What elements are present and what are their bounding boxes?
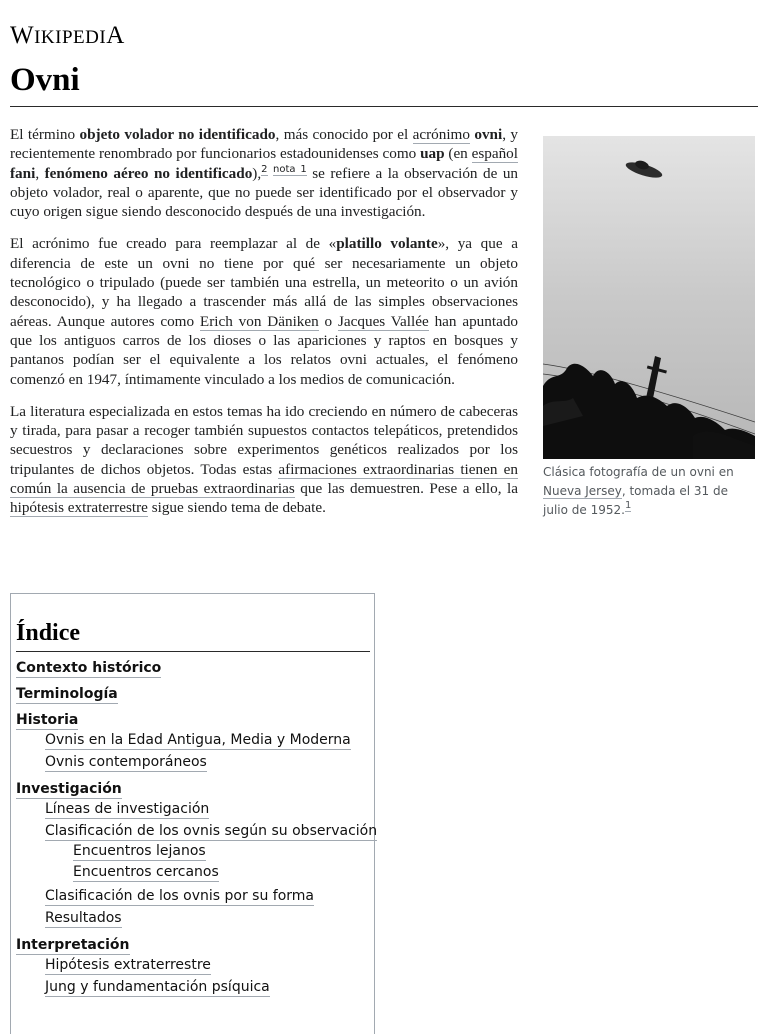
toc-item-resultados[interactable]: Resultados (45, 910, 122, 926)
toc-item-hipotesis-extraterrestre[interactable]: Hipótesis extraterrestre (45, 957, 211, 973)
toc-item-jung[interactable]: Jung y fundamentación psíquica (45, 979, 270, 995)
note-link[interactable]: nota 1 (273, 163, 307, 175)
caption-text: Clásica fotografía de un ovni en (543, 465, 734, 479)
toc-item-clasificacion-forma[interactable]: Clasificación de los ovnis por su forma (45, 888, 315, 904)
wordmark-last-letter: A (106, 22, 125, 49)
link-afirmaciones-extraordinarias[interactable]: afirmaciones extraordinarias tienen en común la ausencia de pruebas extraordinarias (10, 460, 518, 498)
paragraph-1 (10, 125, 518, 221)
toc-item-encuentros-cercanos[interactable]: Encuentros cercanos (73, 864, 219, 880)
text: La literatura especializada en estos temas ha ido creciendo en número de cabeceras y tirada, para pasar a recoger también supuestos contactos telepáticos, pretendidos secuestros y declaraciones sobre experimentos genéticos realizados por los tripulantes de dichos objetos. Todas estas (10, 402, 518, 478)
reference-2 (261, 164, 267, 176)
link-jacques-vallee[interactable]: Jacques Vallée (337, 312, 429, 330)
text: , y recientemente renombrado por funcionarios estadounidenses como (10, 126, 518, 163)
toc-item-ovnis-contemporaneos[interactable]: Ovnis contemporáneos (45, 754, 207, 770)
bold-term: platillo volante (336, 235, 438, 253)
paragraph-3 (10, 402, 518, 518)
toc-item-ovnis-edad-antigua[interactable]: Ovnis en la Edad Antigua, Media y Moderna (45, 732, 351, 748)
text: El acrónimo fue creado para reemplazar al de « (10, 235, 337, 253)
bold-term: fani (10, 164, 36, 182)
link-espanol[interactable]: español (471, 145, 518, 163)
reference-link[interactable]: 2 (261, 163, 268, 175)
bold-term: fenómeno aéreo no identificado (44, 164, 253, 182)
link-hipotesis-extraterrestre[interactable]: hipótesis extraterrestre (10, 499, 148, 517)
toc-item-historia[interactable]: Historia (16, 712, 79, 728)
toc-item-interpretacion[interactable]: Interpretación (16, 937, 130, 953)
toc-item-investigacion[interactable]: Investigación (16, 781, 122, 797)
title-divider (10, 106, 758, 107)
bold-term: objeto volador no identificado (79, 126, 276, 143)
caption-text: , tomada el 31 de julio de 1952. (543, 484, 728, 517)
article-body (10, 125, 518, 531)
text: se refiere a la observación de un objeto volador, real o aparente, que no puede ser identificado por el observador y cuyo origen sigue siendo desconocido después de una investigación. (10, 164, 519, 221)
paragraph-2 (10, 234, 518, 388)
wikipedia-wordmark[interactable] (10, 22, 125, 50)
toc-item-contexto-historico[interactable]: Contexto histórico (16, 660, 162, 676)
text: , más conocido por el (275, 126, 413, 143)
page-title: Ovni (10, 62, 80, 98)
text: », ya que a diferencia de este un ovni no tiene por qué ser necesariamente un objeto tecnológico o tripulado (puede ser también una estrella, un meteorito o un avión desconocido), y ha llegado a trascender más allá de las simples observaciones aéreas. Aunque autores como (10, 235, 518, 330)
toc-item-encuentros-lejanos[interactable]: Encuentros lejanos (73, 843, 206, 859)
toc-item-clasificacion-observacion[interactable]: Clasificación de los ovnis según su observación (45, 823, 378, 839)
link-erich-von-daniken[interactable]: Erich von Däniken (199, 312, 319, 330)
toc-item-lineas-investigacion[interactable]: Líneas de investigación (45, 801, 210, 817)
toc-title: Índice (16, 620, 81, 646)
reference-link[interactable]: 1 (624, 500, 632, 511)
link-nueva-jersey[interactable]: Nueva Jersey (543, 484, 622, 498)
text: o (318, 312, 338, 330)
table-of-contents (10, 593, 378, 1034)
wordmark-first-letter: W (10, 22, 35, 49)
link-acronimo[interactable]: acrónimo (412, 126, 470, 143)
text: , (35, 164, 45, 182)
bold-term: ovni (474, 126, 503, 143)
text: ), (252, 164, 262, 182)
text: (en (444, 145, 472, 163)
note-reference (273, 164, 307, 176)
caption-reference (625, 500, 631, 512)
text: que las demuestren. Pese a ello, la (294, 480, 518, 498)
toc-item-terminologia[interactable]: Terminología (16, 686, 118, 702)
text: sigue siendo tema de debate. (147, 499, 326, 517)
ufo-photograph[interactable] (543, 136, 755, 459)
text: han apuntado que los antiguos carros de los dioses o las apariciones y raptos en bosques y pantanos podían ser el equivalente a los relatos ovni actuales, el fenómeno comenzó en 1947, íntimamente vinculado a los medios de comunicación. (10, 312, 519, 388)
bold-term: uap (420, 145, 445, 163)
article-figure (543, 136, 755, 520)
toc-divider (16, 651, 370, 652)
wordmark-small-caps: IKIPEDI (34, 27, 107, 48)
figure-caption (543, 463, 755, 520)
text: El término (10, 126, 80, 143)
